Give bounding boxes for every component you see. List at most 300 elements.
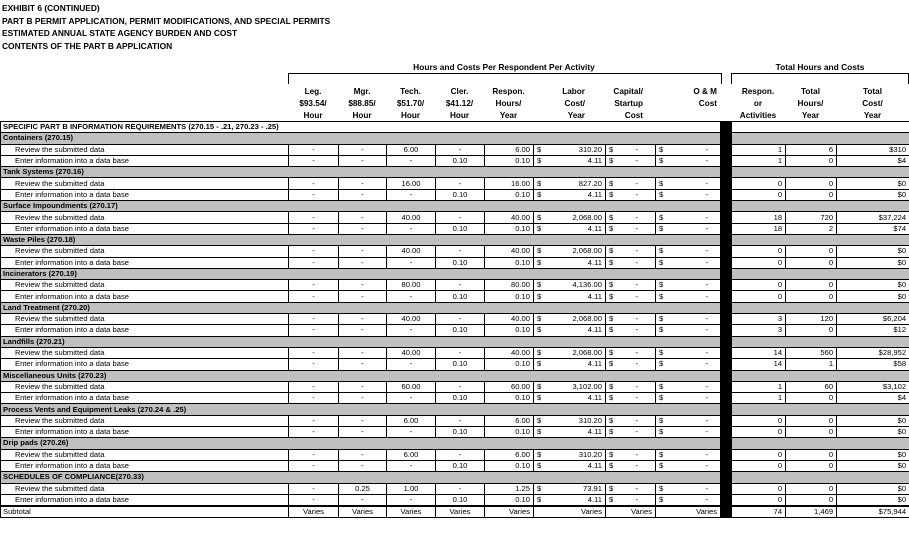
- value-cell: 0.10: [485, 460, 534, 471]
- column-header-line: Hours/: [495, 99, 522, 108]
- column-header: [288, 86, 338, 122]
- section-row: [1, 370, 909, 381]
- value-cell: -: [289, 189, 339, 200]
- value-cell: -: [669, 314, 721, 325]
- separator-bar: [721, 415, 732, 426]
- section-header-row: [1, 122, 909, 133]
- table-row: [1, 427, 909, 438]
- separator-bar: [721, 223, 732, 234]
- separator-bar: [721, 347, 732, 358]
- dollar-sign: $: [534, 393, 547, 404]
- dollar-sign: $: [534, 280, 547, 291]
- column-header-line: O & M: [693, 87, 717, 96]
- title-line: EXHIBIT 6 (CONTINUED): [2, 3, 100, 13]
- value-cell: -: [669, 291, 721, 302]
- dollar-sign: $: [534, 483, 547, 494]
- burden-table: [0, 121, 909, 518]
- table-row: [1, 314, 909, 325]
- dollar-sign: $: [606, 291, 619, 302]
- value-cell: -: [289, 494, 339, 506]
- value-cell: 18: [732, 223, 786, 234]
- row-label: Enter information into a data base: [1, 393, 289, 404]
- value-cell: 0: [732, 449, 786, 460]
- value-cell: 0.25: [339, 483, 387, 494]
- value-cell: -: [619, 291, 656, 302]
- separator-bar: [721, 155, 732, 166]
- report-titles: [2, 2, 330, 52]
- dollar-sign: $: [656, 212, 669, 223]
- value-cell: 0: [786, 449, 837, 460]
- title-line: CONTENTS OF THE PART B APPLICATION: [2, 40, 173, 51]
- row-label: Review the submitted data: [1, 280, 289, 291]
- value-cell: -: [289, 449, 339, 460]
- separator-bar: [721, 359, 732, 370]
- dollar-sign: $: [656, 449, 669, 460]
- row-label: Review the submitted data: [1, 483, 289, 494]
- value-cell: 18: [732, 212, 786, 223]
- column-header-line: Capital/: [613, 87, 643, 96]
- dollar-sign: $: [534, 415, 547, 426]
- value-cell: 310.20: [547, 144, 606, 155]
- bracket-line: [288, 73, 722, 84]
- value-cell: -: [669, 449, 721, 460]
- column-header: [533, 86, 585, 122]
- separator-bar: [721, 314, 732, 325]
- value-cell: 3,102.00: [547, 381, 606, 392]
- bracket-line: [731, 73, 909, 84]
- value-cell: 0: [786, 494, 837, 506]
- value-cell: $0: [837, 415, 909, 426]
- value-cell: 0.10: [436, 257, 485, 268]
- value-cell: -: [669, 427, 721, 438]
- value-cell: -: [669, 178, 721, 189]
- subtotal-row: [1, 506, 909, 518]
- value-cell: 40.00: [485, 212, 534, 223]
- value-cell: 0.10: [485, 257, 534, 268]
- column-header-line: Startup: [614, 99, 643, 108]
- value-cell: -: [387, 325, 436, 336]
- column-header: [655, 86, 717, 110]
- value-cell: -: [339, 155, 387, 166]
- separator-bar: [721, 178, 732, 189]
- table-row: [1, 280, 909, 291]
- value-cell: 2,068.00: [547, 212, 606, 223]
- value-cell: -: [669, 246, 721, 257]
- dollar-sign: $: [606, 144, 619, 155]
- column-header-line: Total: [863, 87, 882, 96]
- separator-bar: [721, 291, 732, 302]
- value-cell: $0: [837, 246, 909, 257]
- value-cell: 0.10: [485, 427, 534, 438]
- table-row: [1, 189, 909, 200]
- value-cell: -: [289, 347, 339, 358]
- value-cell: $0: [837, 280, 909, 291]
- value-cell: Varies: [534, 506, 606, 518]
- value-cell: 827.20: [547, 178, 606, 189]
- value-cell: 0: [732, 291, 786, 302]
- dollar-sign: $: [534, 427, 547, 438]
- value-cell: -: [339, 178, 387, 189]
- row-label: Landfills (270.21): [1, 336, 721, 347]
- value-cell: -: [436, 314, 485, 325]
- value-cell: 0: [732, 483, 786, 494]
- value-cell: -: [669, 144, 721, 155]
- value-cell: -: [669, 347, 721, 358]
- section-row: [1, 438, 909, 449]
- value-cell: -: [289, 314, 339, 325]
- row-label: Enter information into a data base: [1, 494, 289, 506]
- value-cell: 40.00: [485, 347, 534, 358]
- value-cell: 1.00: [387, 483, 436, 494]
- cell: [732, 167, 909, 178]
- value-cell: -: [669, 212, 721, 223]
- column-header: [386, 86, 435, 122]
- value-cell: 720: [786, 212, 837, 223]
- value-cell: 40.00: [387, 212, 436, 223]
- value-cell: -: [387, 291, 436, 302]
- value-cell: 73.91: [547, 483, 606, 494]
- column-header-line: Cler.: [450, 87, 469, 96]
- value-cell: -: [436, 144, 485, 155]
- value-cell: 6.00: [387, 144, 436, 155]
- value-cell: -: [619, 212, 656, 223]
- dollar-sign: $: [656, 280, 669, 291]
- value-cell: -: [339, 280, 387, 291]
- dollar-sign: $: [534, 144, 547, 155]
- value-cell: -: [669, 257, 721, 268]
- value-cell: Varies: [339, 506, 387, 518]
- cell: [732, 122, 909, 133]
- value-cell: 0: [732, 280, 786, 291]
- group-header-totals: Total Hours and Costs: [775, 62, 865, 72]
- separator-bar: [721, 404, 732, 415]
- value-cell: 4,136.00: [547, 280, 606, 291]
- row-label: Subtotal: [1, 506, 289, 518]
- value-cell: 4.11: [547, 223, 606, 234]
- row-label: Review the submitted data: [1, 381, 289, 392]
- table-row: [1, 381, 909, 392]
- dollar-sign: $: [534, 449, 547, 460]
- value-cell: 1,469: [786, 506, 837, 518]
- value-cell: -: [339, 359, 387, 370]
- column-header-line: $88.85/: [348, 99, 376, 108]
- dollar-sign: $: [606, 359, 619, 370]
- value-cell: 40.00: [485, 246, 534, 257]
- value-cell: -: [339, 415, 387, 426]
- row-label: Review the submitted data: [1, 314, 289, 325]
- value-cell: -: [669, 189, 721, 200]
- value-cell: -: [619, 359, 656, 370]
- value-cell: $0: [837, 494, 909, 506]
- value-cell: -: [669, 325, 721, 336]
- value-cell: 4.11: [547, 359, 606, 370]
- dollar-sign: $: [606, 449, 619, 460]
- value-cell: -: [289, 257, 339, 268]
- value-cell: 14: [732, 359, 786, 370]
- value-cell: 0.10: [436, 189, 485, 200]
- cell: [732, 268, 909, 279]
- column-header: [484, 86, 533, 122]
- row-label: Enter information into a data base: [1, 189, 289, 200]
- value-cell: 6.00: [485, 449, 534, 460]
- dollar-sign: $: [656, 460, 669, 471]
- value-cell: -: [619, 427, 656, 438]
- separator-bar: [721, 494, 732, 506]
- value-cell: -: [387, 427, 436, 438]
- value-cell: -: [289, 483, 339, 494]
- value-cell: 0.10: [485, 155, 534, 166]
- value-cell: -: [619, 393, 656, 404]
- value-cell: -: [289, 325, 339, 336]
- value-cell: Varies: [656, 506, 721, 518]
- value-cell: -: [339, 257, 387, 268]
- dollar-sign: $: [606, 257, 619, 268]
- value-cell: -: [669, 460, 721, 471]
- value-cell: -: [339, 246, 387, 257]
- cell: [732, 404, 909, 415]
- value-cell: 0.10: [436, 427, 485, 438]
- value-cell: 0: [786, 178, 837, 189]
- value-cell: -: [619, 415, 656, 426]
- value-cell: 120: [786, 314, 837, 325]
- value-cell: 0: [786, 257, 837, 268]
- column-header-line: $93.54/: [299, 99, 327, 108]
- table-row: [1, 460, 909, 471]
- value-cell: 0: [786, 393, 837, 404]
- value-cell: -: [669, 483, 721, 494]
- table-row: [1, 415, 909, 426]
- dollar-sign: $: [656, 189, 669, 200]
- value-cell: 310.20: [547, 415, 606, 426]
- value-cell: -: [387, 223, 436, 234]
- column-header-line: Cost: [624, 111, 643, 120]
- row-label: Enter information into a data base: [1, 291, 289, 302]
- value-cell: -: [339, 494, 387, 506]
- value-cell: -: [339, 325, 387, 336]
- value-cell: 40.00: [387, 347, 436, 358]
- value-cell: -: [669, 280, 721, 291]
- dollar-sign: $: [606, 393, 619, 404]
- value-cell: -: [289, 291, 339, 302]
- value-cell: $6,204: [837, 314, 909, 325]
- value-cell: 4.11: [547, 155, 606, 166]
- dollar-sign: $: [606, 280, 619, 291]
- value-cell: 3: [732, 325, 786, 336]
- value-cell: -: [619, 449, 656, 460]
- row-label: Review the submitted data: [1, 178, 289, 189]
- separator-bar: [721, 460, 732, 471]
- value-cell: 0: [786, 460, 837, 471]
- value-cell: -: [436, 246, 485, 257]
- separator-bar: [721, 381, 732, 392]
- value-cell: -: [289, 415, 339, 426]
- value-cell: 6: [786, 144, 837, 155]
- value-cell: 0.10: [485, 189, 534, 200]
- cell: [732, 302, 909, 313]
- value-cell: -: [339, 449, 387, 460]
- value-cell: 0: [732, 494, 786, 506]
- value-cell: -: [619, 460, 656, 471]
- value-cell: -: [339, 427, 387, 438]
- column-header: [435, 86, 484, 122]
- value-cell: -: [436, 415, 485, 426]
- value-cell: -: [619, 223, 656, 234]
- table-row: [1, 246, 909, 257]
- column-header: [731, 86, 785, 122]
- column-header-line: Activities: [739, 111, 777, 120]
- value-cell: 4.11: [547, 325, 606, 336]
- row-label: Enter information into a data base: [1, 223, 289, 234]
- value-cell: 1: [732, 381, 786, 392]
- value-cell: -: [289, 144, 339, 155]
- separator-bar: [721, 234, 732, 245]
- dollar-sign: $: [534, 359, 547, 370]
- value-cell: -: [289, 460, 339, 471]
- dollar-sign: $: [606, 178, 619, 189]
- value-cell: -: [289, 427, 339, 438]
- value-cell: -: [339, 393, 387, 404]
- value-cell: 0.10: [485, 325, 534, 336]
- value-cell: $0: [837, 483, 909, 494]
- dollar-sign: $: [606, 494, 619, 506]
- column-header: [605, 86, 643, 122]
- value-cell: 2: [786, 223, 837, 234]
- value-cell: -: [289, 381, 339, 392]
- value-cell: $74: [837, 223, 909, 234]
- cell: [732, 472, 909, 483]
- value-cell: 40.00: [387, 314, 436, 325]
- cell: [732, 201, 909, 212]
- separator-bar: [721, 144, 732, 155]
- column-header-line: Cost/: [862, 99, 883, 108]
- value-cell: 60: [786, 381, 837, 392]
- value-cell: -: [289, 178, 339, 189]
- value-cell: 1.25: [485, 483, 534, 494]
- row-label: Enter information into a data base: [1, 359, 289, 370]
- value-cell: -: [289, 393, 339, 404]
- value-cell: -: [387, 460, 436, 471]
- value-cell: 0.10: [436, 393, 485, 404]
- column-header-line: Year: [499, 111, 518, 120]
- dollar-sign: $: [534, 189, 547, 200]
- dollar-sign: $: [534, 381, 547, 392]
- value-cell: -: [619, 381, 656, 392]
- value-cell: $37,224: [837, 212, 909, 223]
- separator-bar: [721, 257, 732, 268]
- value-cell: 80.00: [387, 280, 436, 291]
- value-cell: 0: [732, 189, 786, 200]
- value-cell: 16.00: [387, 178, 436, 189]
- column-header-line: Hour: [449, 111, 470, 120]
- section-row: [1, 167, 909, 178]
- value-cell: -: [289, 280, 339, 291]
- row-label: Review the submitted data: [1, 144, 289, 155]
- value-cell: -: [619, 494, 656, 506]
- value-cell: Varies: [436, 506, 485, 518]
- dollar-sign: $: [534, 347, 547, 358]
- dollar-sign: $: [606, 223, 619, 234]
- row-label: SCHEDULES OF COMPLIANCE(270.33): [1, 472, 721, 483]
- value-cell: 1: [732, 155, 786, 166]
- value-cell: 6.00: [485, 144, 534, 155]
- value-cell: 0: [786, 155, 837, 166]
- column-header-line: Labor: [562, 87, 585, 96]
- separator-bar: [721, 438, 732, 449]
- dollar-sign: $: [534, 212, 547, 223]
- row-label: Incinerators (270.19): [1, 268, 721, 279]
- value-cell: -: [669, 415, 721, 426]
- value-cell: -: [339, 212, 387, 223]
- column-header-line: Respon.: [492, 87, 525, 96]
- table-row: [1, 144, 909, 155]
- value-cell: $310: [837, 144, 909, 155]
- value-cell: $58: [837, 359, 909, 370]
- dollar-sign: $: [534, 325, 547, 336]
- title-line: ESTIMATED ANNUAL STATE AGENCY BURDEN AND COST: [2, 28, 238, 38]
- dollar-sign: $: [534, 155, 547, 166]
- dollar-sign: $: [534, 246, 547, 257]
- row-label: Review the submitted data: [1, 212, 289, 223]
- dollar-sign: $: [534, 460, 547, 471]
- value-cell: 0.10: [436, 325, 485, 336]
- value-cell: $0: [837, 291, 909, 302]
- table-row: [1, 212, 909, 223]
- row-label: Miscellaneous Units (270.23): [1, 370, 721, 381]
- dollar-sign: $: [656, 381, 669, 392]
- dollar-sign: $: [656, 246, 669, 257]
- dollar-sign: $: [606, 427, 619, 438]
- value-cell: $3,102: [837, 381, 909, 392]
- dollar-sign: $: [534, 291, 547, 302]
- value-cell: 0: [732, 246, 786, 257]
- value-cell: -: [669, 393, 721, 404]
- row-label: Enter information into a data base: [1, 460, 289, 471]
- value-cell: -: [619, 155, 656, 166]
- value-cell: -: [669, 223, 721, 234]
- table-row: [1, 449, 909, 460]
- row-label: Waste Piles (270.18): [1, 234, 721, 245]
- value-cell: $0: [837, 460, 909, 471]
- value-cell: 4.11: [547, 291, 606, 302]
- dollar-sign: $: [534, 257, 547, 268]
- value-cell: 0.10: [485, 223, 534, 234]
- dollar-sign: $: [656, 223, 669, 234]
- value-cell: 74: [732, 506, 786, 518]
- section-row: [1, 404, 909, 415]
- value-cell: -: [436, 381, 485, 392]
- dollar-sign: $: [656, 155, 669, 166]
- row-label: Enter information into a data base: [1, 427, 289, 438]
- section-row: [1, 472, 909, 483]
- value-cell: Varies: [289, 506, 339, 518]
- dollar-sign: $: [656, 347, 669, 358]
- cell: [732, 234, 909, 245]
- value-cell: 0.10: [436, 494, 485, 506]
- cell: [732, 438, 909, 449]
- column-header-line: Hour: [303, 111, 323, 120]
- dollar-sign: $: [656, 494, 669, 506]
- value-cell: -: [669, 155, 721, 166]
- value-cell: -: [289, 155, 339, 166]
- cell: [732, 133, 909, 144]
- separator-bar: [721, 189, 732, 200]
- value-cell: $0: [837, 189, 909, 200]
- separator-bar: [721, 280, 732, 291]
- value-cell: $0: [837, 178, 909, 189]
- value-cell: 4.11: [547, 393, 606, 404]
- row-label: Review the submitted data: [1, 246, 289, 257]
- value-cell: -: [387, 155, 436, 166]
